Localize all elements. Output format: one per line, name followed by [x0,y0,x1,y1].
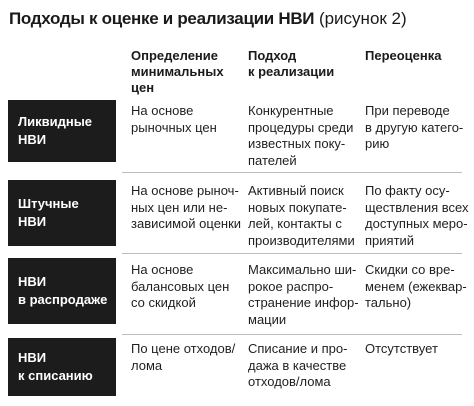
row-label-sale: НВИ в распродаже [8,258,116,324]
row-divider [122,334,462,335]
cell-liquid-min-price: На основе рыночных цен [131,103,217,135]
column-header-min-price: Определение минимальных цен [131,48,224,95]
cell-sale-revaluation: Скидки со вре- менем (ежеквар- тально) [365,262,467,310]
cell-piece-min-price: На основе рыноч- ных цен или не- зависимой оценки [131,183,242,231]
title-figure-ref: (рисунок 2) [314,9,407,28]
row-label-write-off: НВИ к списанию [8,338,116,396]
row-label-liquid: Ликвидные НВИ [8,100,116,162]
column-header-sale-approach: Подход к реализации [248,48,335,79]
page-title [9,9,407,29]
cell-sale-sale-approach: Максимально ши- рокое распро- странение инфор- мации [248,262,359,327]
cell-piece-sale-approach: Активный поиск новых покупате- лей, контакты с производителями [248,183,355,248]
cell-write-off-min-price: По цене отходов/ лома [131,341,236,373]
row-label-piece: Штучные НВИ [8,180,116,246]
cell-piece-revaluation: По факту осу- ществления всех доступных меро- приятий [365,183,469,248]
cell-sale-min-price: На основе балансовых цен со скидкой [131,262,230,310]
cell-liquid-revaluation: При переводе в другую катего- рию [365,103,464,151]
column-header-revaluation: Переоценка [365,48,442,63]
title-main: Подходы к оценке и реализации НВИ [9,9,315,28]
row-divider [122,172,462,173]
row-divider [122,253,462,254]
cell-liquid-sale-approach: Конкурентные процедуры среди известных поку- пателей [248,103,354,168]
cell-write-off-revaluation: Отсутствует [365,341,438,356]
cell-write-off-sale-approach: Списание и про- дажа в качестве отходов/лома [248,341,348,389]
